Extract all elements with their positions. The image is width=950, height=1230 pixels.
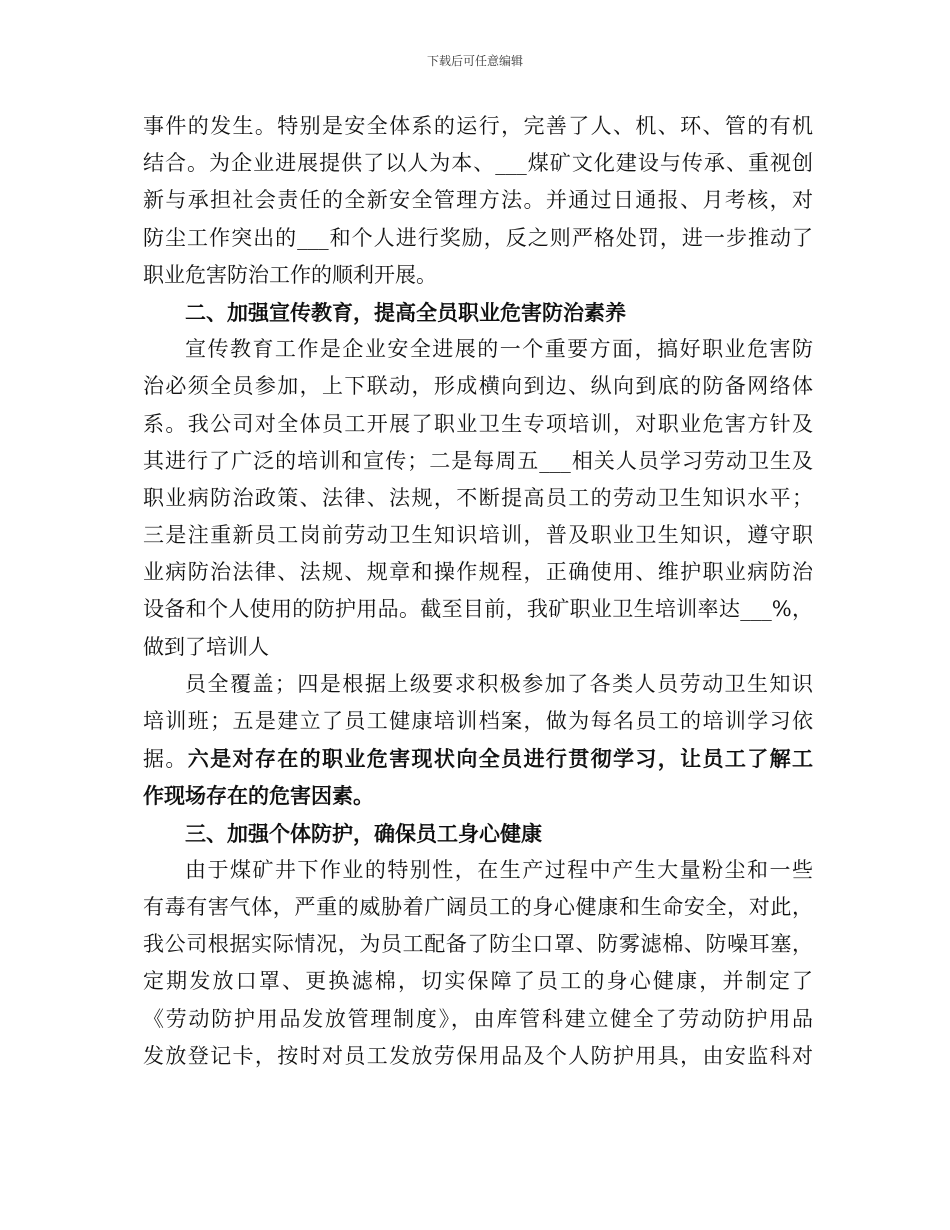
text-line: 设备和个人使用的防护用品。截至目前，我矿职业卫生培训率达___%，: [143, 597, 813, 622]
bold-text-line: 作现场存在的危害因素。: [143, 783, 374, 809]
text-line: 培训班；五是建立了员工健康培训档案，做为每名员工的培训学习依: [143, 709, 813, 733]
text-line: 定期发放口罩、更换滤棉，切实保障了员工的身心健康，并制定了: [143, 969, 813, 994]
text-line: 事件的发生。特别是安全体系的运行，完善了人、机、环、管的有机: [143, 114, 813, 138]
text-line: 治必须全员参加，上下联动，形成横向到边、纵向到底的防备网络体: [143, 374, 813, 399]
text-segment: 据。: [143, 747, 188, 772]
text-line: 由于煤矿井下作业的特别性，在生产过程中产生大量粉尘和一些: [185, 857, 813, 882]
text-line: 三是注重新员工岗前劳动卫生知识培训，普及职业卫生知识，遵守职: [143, 523, 813, 548]
text-line: 职业危害防治工作的顺利开展。: [143, 262, 437, 287]
text-line: 防尘工作突出的___和个人进行奖励，反之则严格处罚，进一步推动了: [143, 225, 813, 250]
text-line: 做到了培训人: [143, 634, 269, 659]
text-line: 员全覆盖；四是根据上级要求积极参加了各类人员劳动卫生知识: [185, 671, 813, 696]
text-line: 系。我公司对全体员工开展了职业卫生专项培训，对职业危害方针及: [143, 411, 813, 436]
text-line: 有毒有害气体，严重的威胁着广阔员工的身心健康和生命安全，对此，: [143, 894, 813, 919]
text-line: 职业病防治政策、法律、法规，不断提高员工的劳动卫生知识水平；: [143, 485, 813, 510]
text-line: 《劳动防护用品发放管理制度》，由库管科建立健全了劳动防护用品: [143, 1006, 813, 1031]
section-heading-3: 三、加强个体防护，确保员工身心健康: [185, 820, 542, 846]
text-line: 我公司根据实际情况，为员工配备了防尘口罩、防雾滤棉、防噪耳塞，: [143, 932, 813, 957]
text-line: 业病防治法律、法规、规章和操作规程，正确使用、维护职业病防治: [143, 560, 813, 585]
text-line: 发放登记卡，按时对员工发放劳保用品及个人防护用具，由安监科对: [143, 1043, 813, 1068]
text-line: 宣传教育工作是企业安全进展的一个重要方面，搞好职业危害防: [185, 337, 813, 362]
text-line: 其进行了广泛的培训和宣传；二是每周五___相关人员学习劳动卫生及: [143, 448, 813, 473]
text-line: 结合。为企业进展提供了以人为本、___煤矿文化建设与传承、重视创: [143, 151, 813, 176]
page-header: 下载后可任意编辑: [426, 54, 523, 68]
bold-text-segment: 六是对存在的职业危害现状向全员进行贯彻学习，让员工了解工: [187, 746, 813, 772]
text-line-mixed: [143, 740, 813, 777]
document-body: [143, 108, 813, 1075]
text-line: 新与承担社会责任的全新安全管理方法。并通过日通报、月考核，对: [143, 188, 813, 213]
section-heading-2: 二、加强宣传教育，提高全员职业危害防治素养: [185, 299, 626, 325]
